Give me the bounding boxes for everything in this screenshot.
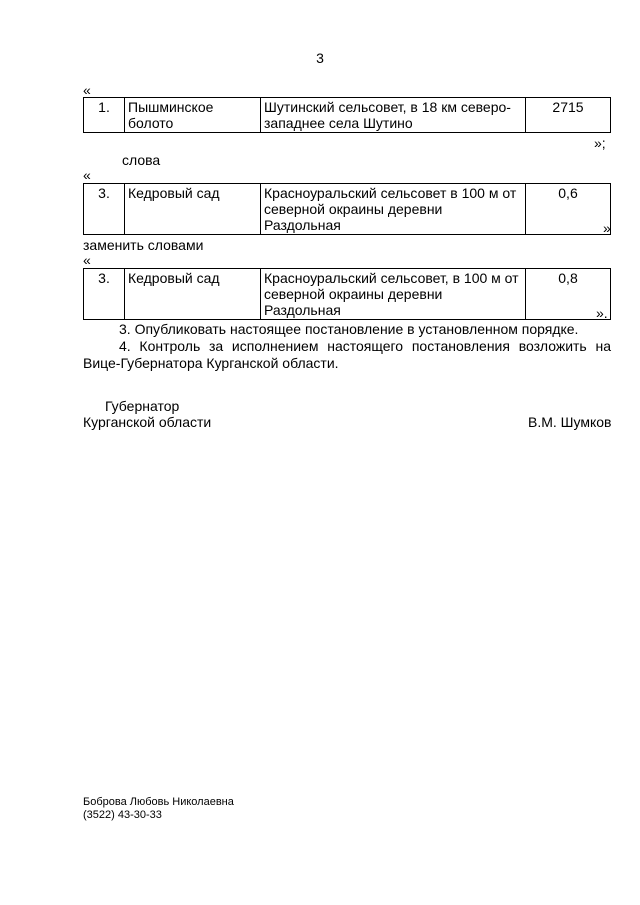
close-quote: ».	[596, 305, 608, 321]
text-replace-with: заменить словами	[83, 237, 204, 253]
entry-number: 3.	[84, 269, 125, 320]
entry-table-2	[83, 183, 611, 235]
signature-title-line1: Губернатор	[105, 398, 180, 414]
entry-area: 0,8	[526, 269, 611, 320]
signature-name: В.М. Шумков	[528, 414, 612, 430]
open-quote: «	[83, 167, 91, 183]
executor-phone: (3522) 43-30-33	[83, 809, 162, 821]
executor-name: Боброва Любовь Николаевна	[83, 796, 234, 808]
entry-table-3	[83, 268, 611, 320]
entry-table-1	[83, 97, 611, 133]
entry-name: Кедровый сад	[125, 184, 261, 235]
page-number: 3	[316, 50, 324, 66]
close-quote: »	[603, 220, 611, 236]
open-quote: «	[83, 82, 91, 98]
entry-location: Красноуральский сельсовет, в 100 м от северной окраины деревни Раздольная	[261, 269, 526, 320]
paragraph-item-4: 4. Контроль за исполнением настоящего постановления возложить на Вице-Губернатора Курганской области.	[83, 338, 611, 371]
paragraph-item-3: 3. Опубликовать настоящее постановление в установленном порядке.	[119, 321, 579, 337]
table-row	[84, 184, 611, 235]
entry-name: Кедровый сад	[125, 269, 261, 320]
table-row	[84, 269, 611, 320]
entry-number: 3.	[84, 184, 125, 235]
entry-number: 1.	[84, 98, 125, 133]
text-slova: слова	[122, 152, 161, 168]
entry-location: Шутинский сельсовет, в 18 км северо-западнее села Шутино	[261, 98, 526, 133]
table-row	[84, 98, 611, 133]
entry-area: 2715	[526, 98, 611, 133]
entry-name: Пышминское болото	[125, 98, 261, 133]
open-quote: «	[83, 252, 91, 268]
entry-location: Красноуральский сельсовет в 100 м от северной окраины деревни Раздольная	[261, 184, 526, 235]
signature-title-line2: Курганской области	[83, 414, 212, 430]
entry-area: 0,6	[526, 184, 611, 235]
close-quote: »;	[594, 135, 606, 151]
